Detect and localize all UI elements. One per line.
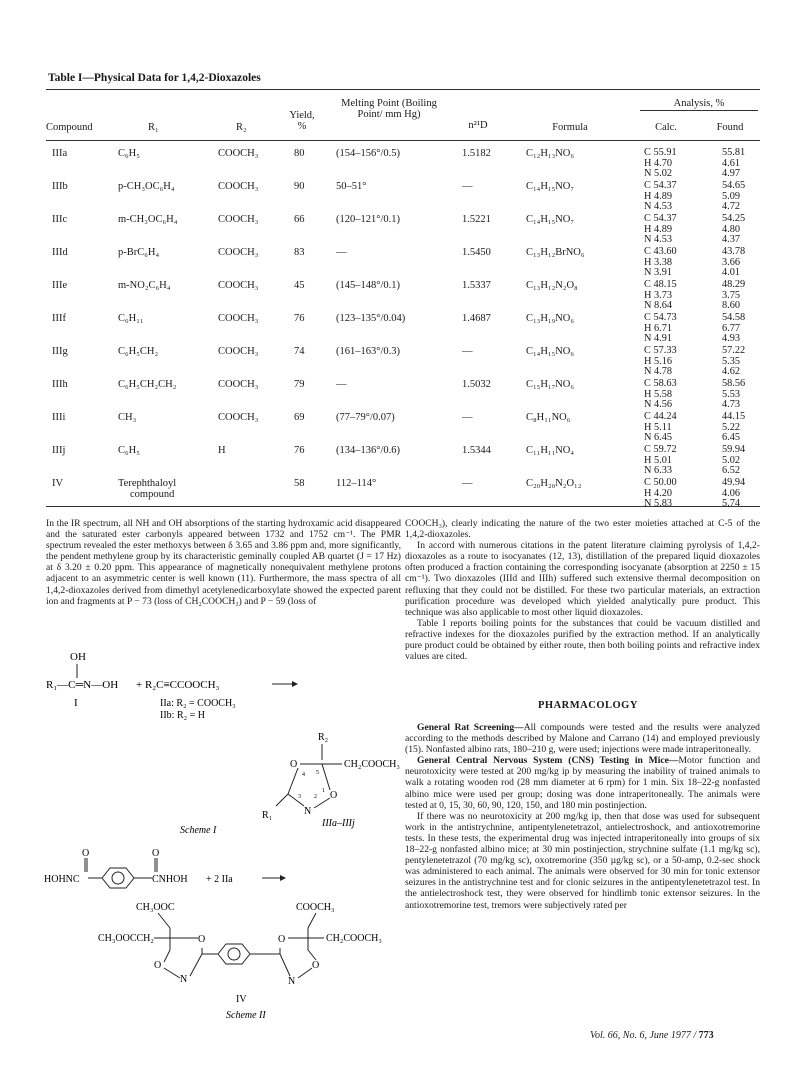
table-cell-compound: IIIg — [52, 346, 68, 357]
table-cell-r1: p-CH₃OC₆H₄ — [118, 181, 175, 192]
table-cell-compound: IIIa — [52, 148, 68, 159]
table-cell-yield: 66 — [294, 214, 305, 225]
table-cell-found: 48.29 — [722, 279, 746, 290]
bond-line — [308, 950, 316, 960]
table-cell-calc: H 5.01 — [644, 454, 673, 466]
table-cell-calc: C 48.15 — [644, 279, 677, 290]
table-cell-found: 4.73 — [722, 399, 741, 411]
table-cell-found: 4.01 — [722, 267, 741, 279]
table-cell-yield: 76 — [294, 313, 305, 324]
table-cell-nd: 1.5182 — [462, 148, 491, 159]
table-cell-mp: (77–79°/0.07) — [336, 412, 395, 423]
table-cell-calc: H 5.11 — [644, 421, 672, 433]
page-number: 773 — [698, 1030, 714, 1041]
table-cell-compound: IIIi — [52, 412, 66, 423]
table-cell-compound: IIId — [52, 247, 68, 258]
table-cell-formula: C₁₃H₁₂BrNO₆ — [526, 247, 585, 258]
table-cell-found: 5.09 — [722, 190, 741, 202]
table-cell-found: 5.74 — [722, 498, 741, 510]
header-formula: Formula — [552, 122, 588, 133]
table-cell-nd: 1.5032 — [462, 379, 491, 390]
table-cell-found: 54.65 — [722, 180, 746, 191]
table-cell-mp: (134–136°/0.6) — [336, 445, 400, 456]
table-cell-nd: 1.5221 — [462, 214, 491, 225]
ch3ooc-label: CH₃OOC — [136, 902, 175, 913]
table-cell-formula: C₁₃H₁₉NO₆ — [526, 313, 575, 324]
table-cell-calc: H 4.70 — [644, 157, 673, 169]
scheme-1-diagram — [40, 648, 400, 838]
table-cell-found: 4.62 — [722, 366, 741, 378]
table-cell-yield: 45 — [294, 280, 305, 291]
section-title-pharmacology: PHARMACOLOGY — [538, 700, 638, 711]
table-cell-r1: C₆H₅CH₂ — [118, 346, 159, 357]
header-compound: Compound — [46, 122, 93, 133]
table-cell-formula: C₈H₁₁NO₆ — [526, 412, 571, 423]
table-cell-r2: COOCH₃ — [218, 379, 259, 390]
table-cell-r1: C₆H₅CH₂CH₂ — [118, 379, 177, 390]
table-cell-nd: 1.5337 — [462, 280, 491, 291]
table-cell-nd: — — [462, 181, 473, 192]
right-column-text — [405, 518, 760, 662]
table-cell-compound: IIIh — [52, 379, 68, 390]
header-analysis: Analysis, % — [673, 98, 725, 109]
table-cell-formula: C₁₄H₁₅NO₇ — [526, 181, 575, 192]
table-cell-r2: COOCH₃ — [218, 247, 259, 258]
bond-line — [164, 968, 180, 978]
table-cell-r2: COOCH₃ — [218, 148, 259, 159]
table-cell-calc: N 4.56 — [644, 399, 673, 411]
table-cell-r2: COOCH₃ — [218, 280, 259, 291]
table-cell-calc: C 43.60 — [644, 246, 677, 257]
table-cell-r1: CH₃ — [118, 412, 137, 423]
r1-label: R₁ — [262, 810, 273, 821]
bond-line — [280, 954, 290, 976]
table-cell-r2: COOCH₃ — [218, 412, 259, 423]
header-found: Found — [716, 122, 744, 133]
header-melting-point: Melting Point (Boiling Point/ mm Hg) — [341, 98, 437, 120]
table-cell-calc: N 4.53 — [644, 201, 673, 213]
table-cell-calc: H 6.71 — [644, 322, 673, 334]
table-cell-yield: 83 — [294, 247, 305, 258]
table-cell-calc: N 4.91 — [644, 333, 673, 345]
paragraph: Table I reports boiling points for the substances that could be vacuum distilled and refractive indexes for the dioxazoles purified by the extraction method. If an analytically pure product could be obtained by either route, then both boiling points and refractive index values are cited. — [405, 617, 760, 663]
table-cell-calc: N 6.45 — [644, 432, 673, 444]
ch2cooch3-label: CH₂COOCH₃ — [326, 933, 382, 944]
table-cell-yield: 80 — [294, 148, 305, 159]
paragraph — [405, 722, 760, 755]
paragraph-heading: General Central Nervous System (CNS) Testing in Mice— — [417, 755, 679, 767]
table-cell-mp: 50–51° — [336, 181, 367, 192]
product-label: IIIa–IIIj — [322, 818, 355, 829]
table-cell-found: 5.02 — [722, 454, 741, 466]
table-cell-r1: C₆H₅ — [118, 445, 140, 456]
table-cell-calc: N 8.64 — [644, 300, 673, 312]
table-cell-r2: COOCH₃ — [218, 181, 259, 192]
table-cell-calc: C 55.91 — [644, 147, 677, 158]
table-cell-r1: Terephthaloyl — [118, 478, 177, 489]
paragraph: COOCH₃), clearly indicating the nature of the two ester moieties attached at C-5 of the 1,4,2-dioxazoles. — [405, 518, 760, 541]
table-cell-mp: (161–163°/0.3) — [336, 346, 400, 357]
paragraph-heading: General Rat Screening— — [417, 722, 524, 733]
ring-oxygen-top: O — [290, 759, 298, 770]
left-column-text — [46, 518, 401, 607]
table-cell-yield: 79 — [294, 379, 305, 390]
ring-number: 5 — [316, 770, 319, 776]
table-cell-nd: 1.5450 — [462, 247, 491, 258]
ch2cooch3-label: CH₂COOCH₃ — [344, 759, 400, 770]
ring-oxygen-right: O — [330, 790, 338, 801]
table-cell-found: 44.15 — [722, 411, 746, 422]
table-cell-yield: 58 — [294, 478, 305, 489]
ring-oxygen: O — [198, 934, 206, 945]
bond-line — [276, 794, 288, 806]
bond-line — [164, 950, 170, 962]
table-cell-mp: (145–148°/0.1) — [336, 280, 400, 291]
table-cell-mp: — — [336, 379, 347, 390]
table-cell-yield: 76 — [294, 445, 305, 456]
header-calc: Calc. — [655, 122, 677, 133]
table-cell-r1: p-BrC₆H₄ — [118, 247, 160, 258]
table-cell-nd: 1.5344 — [462, 445, 491, 456]
ch3oocch2-label: CH₃OOCCH₂ — [98, 933, 154, 944]
table-cell-compound: IIIb — [52, 181, 68, 192]
benzene-ring — [102, 868, 134, 888]
ring-number: 4 — [302, 772, 305, 778]
table-cell-nd: 1.4687 — [462, 313, 491, 324]
table-cell-found: 3.66 — [722, 256, 741, 268]
table-cell-yield: 90 — [294, 181, 305, 192]
table-cell-r1: C₆H₅ — [118, 148, 140, 159]
table-cell-found: 57.22 — [722, 345, 746, 356]
ring-oxygen: O — [312, 960, 320, 971]
arrow-head — [292, 681, 298, 687]
reagent-2iia: + 2 IIa — [206, 874, 233, 885]
bond-line — [288, 794, 304, 806]
hydroxamic-right: CNHOH — [152, 874, 188, 885]
pharmacology-text — [405, 722, 760, 911]
table-cell-yield: 74 — [294, 346, 305, 357]
table-cell-found: 4.72 — [722, 201, 741, 213]
table-cell-formula: C₁₄H₁₅NO₇ — [526, 214, 575, 225]
table-cell-found: 8.60 — [722, 300, 741, 312]
table-cell-found: 55.81 — [722, 147, 746, 158]
table-cell-formula: C₁₃H₁₂N₂O₈ — [526, 280, 578, 291]
table-cell-calc: H 4.89 — [644, 223, 673, 235]
table-cell-calc: C 59.72 — [644, 444, 677, 455]
table-cell-calc: H 5.58 — [644, 388, 673, 400]
hydroxamic-left: HOHNC — [44, 874, 80, 885]
table-cell-formula: C₁₄H₁₅NO₆ — [526, 346, 575, 357]
table-cell-mp: (123–135°/0.04) — [336, 313, 406, 324]
table-cell-calc: C 57.33 — [644, 345, 677, 356]
table-cell-found: 6.77 — [722, 322, 741, 334]
table-cell-mp: 112–114° — [336, 478, 377, 489]
table-cell-calc: N 5.83 — [644, 498, 673, 510]
table-cell-calc: N 6.33 — [644, 465, 673, 477]
table-cell-calc: H 3.73 — [644, 289, 673, 301]
header-refractive-index: n²¹D — [468, 120, 488, 131]
bond-line — [190, 954, 202, 976]
carbonyl-oxygen: O — [152, 848, 160, 859]
bond-line — [322, 764, 330, 790]
paragraph — [405, 755, 760, 810]
table-cell-nd: — — [462, 412, 473, 423]
compound-label-i: I — [74, 697, 78, 709]
bond-line — [288, 768, 298, 794]
benzene-circle — [112, 872, 124, 884]
arrow-head — [280, 875, 286, 881]
table-cell-calc: H 3.38 — [644, 256, 673, 268]
ring-oxygen: O — [154, 960, 162, 971]
table-cell-compound: IV — [52, 478, 64, 489]
bond-line — [158, 913, 170, 928]
table-cell-found: 58.56 — [722, 378, 746, 389]
header-r2: R₂ — [236, 122, 247, 133]
table-cell-r2: COOCH₃ — [218, 313, 259, 324]
ring-number: 2 — [314, 794, 317, 800]
table-cell-found: 3.75 — [722, 289, 741, 301]
table-header-rule — [46, 140, 760, 141]
table-cell-found: 59.94 — [722, 444, 746, 455]
table-cell-mp: — — [336, 247, 347, 258]
table-cell-compound: IIIc — [52, 214, 68, 225]
table-cell-compound: IIIe — [52, 280, 68, 291]
table-cell-found: 4.61 — [722, 157, 741, 169]
table-cell-found: 54.58 — [722, 312, 746, 323]
table-cell-found: 6.52 — [722, 465, 741, 477]
table-cell-calc: H 4.89 — [644, 190, 673, 202]
table-cell-formula: C₁₅H₁₇NO₆ — [526, 379, 575, 390]
table-cell-r1: C₆H₁₁ — [118, 313, 144, 324]
hydroxyl-label: OH — [70, 651, 86, 663]
table-cell-mp: (120–121°/0.1) — [336, 214, 400, 225]
carbonyl-oxygen: O — [82, 848, 90, 859]
header-yield: Yield, % — [289, 110, 315, 132]
table-cell-compound: IIIf — [52, 313, 66, 324]
table-cell-calc: C 54.73 — [644, 312, 677, 323]
table-cell-calc: C 54.37 — [644, 180, 677, 191]
alkyne-reagent: + R₂C≡CCOOCH₃ — [136, 679, 220, 691]
table-cell-calc: C 44.24 — [644, 411, 677, 422]
paragraph-body: All compounds were tested and the results were analyzed according to the methods described by Malone and Carrano (14) and employed previously (15). Nonfasted albino rats, 180–210 g, were used; injections were made intraperitoneally. — [405, 722, 760, 756]
table-cell-formula: C₁₁H₁₁NO₄ — [526, 445, 575, 456]
table-cell-found: 6.45 — [722, 432, 741, 444]
table-cell-calc: H 4.20 — [644, 487, 673, 499]
iia-definition: IIa: R₂ = COOCH₃ — [160, 698, 236, 709]
bond-line — [308, 913, 316, 928]
table-cell-nd: — — [462, 346, 473, 357]
paragraph: In the IR spectrum, all NH and OH absorptions of the starting hydroxamic acid disappeared and the saturated ester carbonyls appeared between 1732 and 1752 cm⁻¹. The PMR spectrum revealed the ester methoxys between δ 3.65 and 3.86 ppm and, more significantly, the pendent methylene group by its characteristic geminally coupled AB quartet (J = 17 Hz) at δ 3.20 ± 0.20 ppm. This appearance of magnetically nonequivalent methylene protons adjacent to an asymmetric center is well known (11). Furthermore, the mass spectra of all 1,4,2-dioxazoles derived from dimethyl acetylenedicarboxylate showed the expected parent ion and fragments at P − 73 (loss of CH₂COOCH₃) and P − 59 (loss of — [46, 518, 401, 607]
table-cell-found: 49.94 — [722, 477, 746, 488]
analysis-underline — [640, 110, 758, 111]
compound-label-iv: IV — [236, 994, 247, 1005]
table-cell-calc: N 4.78 — [644, 366, 673, 378]
table-cell-yield: 69 — [294, 412, 305, 423]
table-cell-r2: H — [218, 445, 226, 456]
table-cell-found: 4.06 — [722, 487, 741, 499]
table-cell-calc: H 5.16 — [644, 355, 673, 367]
table-cell-found: 4.93 — [722, 333, 741, 345]
ring-oxygen: O — [278, 934, 286, 945]
ring-number: 1 — [322, 788, 325, 794]
table-cell-calc: C 50.00 — [644, 477, 677, 488]
table-cell-r1: m-CH₃OC₆H₄ — [118, 214, 178, 225]
table-cell-calc: N 5.02 — [644, 168, 673, 180]
table-cell-r2: COOCH₃ — [218, 346, 259, 357]
ring-number: 3 — [298, 794, 301, 800]
table-cell-compound: IIIj — [52, 445, 66, 456]
table-cell-found: 5.35 — [722, 355, 741, 367]
ring-nitrogen: N — [304, 806, 312, 817]
table-caption: Table I—Physical Data for 1,4,2-Dioxazoles — [48, 72, 261, 84]
cooch3-label: COOCH₃ — [296, 902, 335, 913]
table-cell-found: 43.78 — [722, 246, 746, 257]
table-cell-found: 54.25 — [722, 213, 746, 224]
table-cell-calc: N 3.91 — [644, 267, 673, 279]
table-cell-formula: C₂₀H₂₀N₂O₁₂ — [526, 478, 582, 489]
table-cell-calc: C 54.37 — [644, 213, 677, 224]
table-cell-calc: C 58.63 — [644, 378, 677, 389]
page-footer — [590, 1030, 714, 1041]
benzene-circle — [228, 948, 240, 960]
table-cell-r1: m-NO₂C₆H₄ — [118, 280, 171, 291]
table-cell-calc: N 4.53 — [644, 234, 673, 246]
reactant-formula: R₁—C═N—OH — [46, 679, 119, 691]
table-cell-found: 5.53 — [722, 388, 741, 400]
table-cell-formula: C₁₂H₁₃NO₆ — [526, 148, 575, 159]
scheme-1-caption: Scheme I — [180, 825, 217, 836]
table-top-rule — [46, 89, 760, 90]
table-cell-nd: — — [462, 478, 473, 489]
table-cell-found: 4.97 — [722, 168, 741, 180]
ring-nitrogen: N — [288, 976, 296, 987]
r2-label: R₂ — [318, 732, 329, 743]
table-cell-found: 5.22 — [722, 421, 741, 433]
table-cell-found: 4.80 — [722, 223, 741, 235]
journal-citation: Vol. 66, No. 6, June 1977 / — [590, 1030, 697, 1041]
iib-definition: IIb: R₂ = H — [160, 710, 205, 721]
scheme-2-diagram — [40, 842, 400, 1032]
table-cell-mp: (154–156°/0.5) — [336, 148, 400, 159]
ring-nitrogen: N — [180, 974, 188, 985]
scheme-2-caption: Scheme II — [226, 1010, 266, 1021]
table-cell-r2: COOCH₃ — [218, 214, 259, 225]
table-cell-found: 4.37 — [722, 234, 741, 246]
paragraph-body: If there was no neurotoxicity at 200 mg/kg ip, then that dose was used for subsequent work in the antistrychnine, antipentylenetetrazol, antielectroshock, and antioxotremorine tests. In these tests, the experimental drug was injected intraperitoneally into groups of six 18–22-g nonfasted albino mice; at 30 min postinjection, strychnine sulfate (1.1 mg/kg sc), pentylenetetrazol (70 mg/kg sc), oxotremorine (350 µg/kg sc), or a 50-amp, 0.2-sec shock was administered to each animal. The animals were observed for 30 min for tonic extensor seizures in the antistrychnine test and for clonic seizures in the antipentylenetetrazol test. In the antielectroshock test, they were observed for hindlimb tonic extensor seizures. In the antioxotremorine test, tremors were subjectively rated per — [405, 810, 760, 911]
table-cell-r1-cont: compound — [130, 489, 175, 500]
benzene-ring — [218, 944, 250, 964]
paragraph: In accord with numerous citations in the patent literature claiming pyrolysis of 1,4,2-dioxazoles as a route to isocyanates (12, 13), distillation of the prepared liquid dioxazoles often produced a fraction containing the corresponding isocyanate (absorption at 2250 ± 15 cm⁻¹). Two dioxazoles (IIId and IIIh) suffered such extensive thermal decomposition on refluxing that they could not be distilled. For these two particular materials, an extraction purification procedure was developed which yielded analytically pure product. This technique was also applicable to most other liquid dioxazoles. — [405, 540, 760, 618]
header-r1: R₁ — [148, 122, 159, 133]
paragraph — [405, 811, 760, 911]
bond-line — [298, 968, 312, 978]
paragraph-body: Motor function and neurotoxicity were tested at 200 mg/kg ip by measuring the inability of trained animals to walk a rotating wooden rod (28 mm diameter at 6 rpm) for 1 min. Six 18–22-g nonfasted albino mice were used per group; dosing was done intraperitoneally. The animals were tested at 0, 15, 30, 60, 90, 120, 150, and 180 min postinjection. — [405, 755, 761, 811]
